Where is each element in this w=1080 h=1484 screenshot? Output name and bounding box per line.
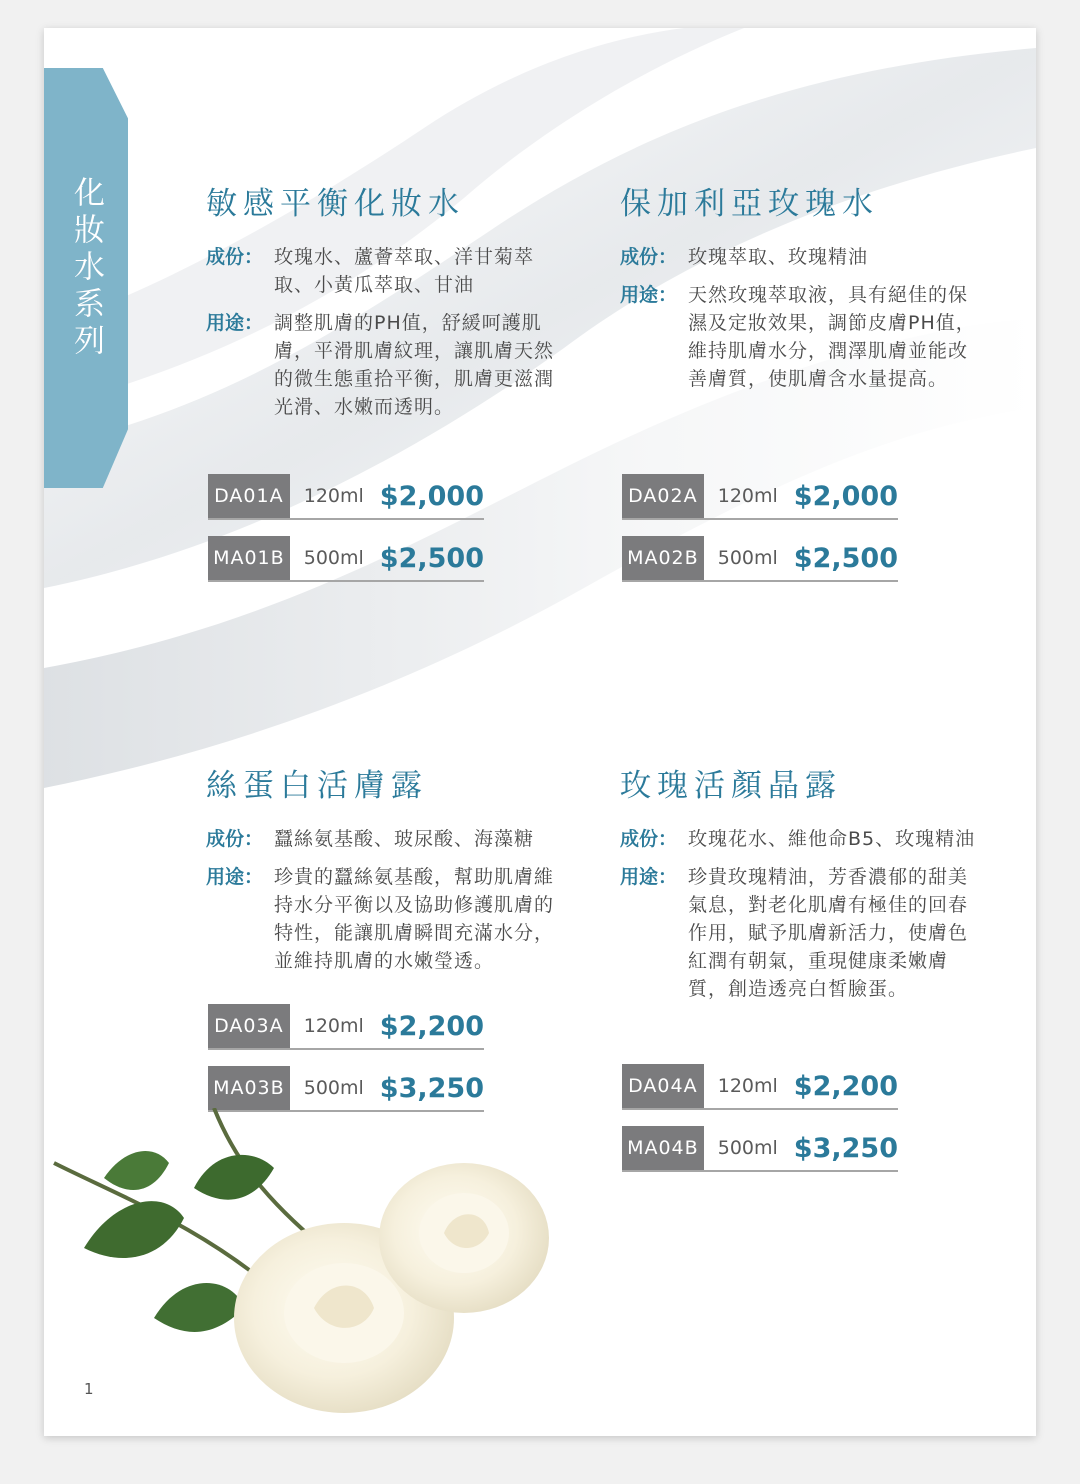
series-title: 化妝水系列 (68, 176, 104, 361)
usage-text: 珍貴的蠶絲氨基酸，幫助肌膚維持水分平衡以及協助修護肌膚的特性，能讓肌膚瞬間充滿水分，並維持肌膚的水嫩瑩透。 (274, 866, 555, 972)
ingredients-text: 蠶絲氨基酸、玻尿酸、海藻糖 (274, 828, 535, 850)
usage-label: 用途： (206, 866, 264, 888)
sku-price: $2,200 (379, 1010, 484, 1042)
usage-row (206, 863, 566, 975)
ingredients-row (206, 825, 566, 853)
page-number: 1 (84, 1380, 94, 1398)
sku-code: DA04A (622, 1064, 704, 1108)
sku-row (208, 1004, 484, 1050)
product-card-3 (206, 760, 566, 985)
sku-volume: 500ml (303, 1077, 364, 1099)
usage-row (620, 863, 980, 1003)
sku-row (622, 1126, 898, 1172)
sku-row (622, 536, 898, 582)
sku-price: $3,250 (379, 1072, 484, 1104)
usage-label: 用途： (206, 312, 264, 334)
ingredients-label: 成份： (206, 828, 264, 850)
sku-volume: 120ml (717, 1075, 778, 1097)
usage-text: 珍貴玫瑰精油，芳香濃郁的甜美氣息，對老化肌膚有極佳的回春作用，賦予肌膚新活力，使膚色紅潤有朝氣，重現健康柔嫩膚質，創造透亮白皙臉蛋。 (688, 866, 969, 1000)
product-name: 保加利亞玫瑰水 (620, 186, 879, 222)
catalog-page (44, 28, 1036, 1436)
ingredients-text: 玫瑰水、蘆薈萃取、洋甘菊萃取、小黃瓜萃取、甘油 (274, 246, 535, 296)
sku-code: DA03A (208, 1004, 290, 1048)
product-card-4 (620, 760, 980, 1013)
sku-price: $2,000 (793, 480, 898, 512)
product-name: 絲蛋白活膚露 (206, 768, 428, 804)
sku-code: MA02B (622, 536, 704, 580)
usage-row (206, 309, 566, 421)
white-roses-image (44, 1108, 564, 1436)
ingredients-row (206, 243, 566, 299)
sku-code: MA04B (622, 1126, 704, 1170)
sku-price: $2,500 (379, 542, 484, 574)
ingredients-row (620, 825, 980, 853)
ingredients-text: 玫瑰萃取、玫瑰精油 (688, 246, 869, 268)
ingredients-label: 成份： (620, 828, 678, 850)
sku-row (622, 1064, 898, 1110)
sku-price: $2,000 (379, 480, 484, 512)
usage-text: 調整肌膚的PH值，舒緩呵護肌膚，平滑肌膚紋理，讓肌膚天然的微生態重拾平衡，肌膚更滋潤光滑、水嫩而透明。 (274, 312, 555, 418)
usage-text: 天然玫瑰萃取液，具有絕佳的保濕及定妝效果，調節皮膚PH值，維持肌膚水分，潤澤肌膚並能改善膚質，使肌膚含水量提高。 (688, 284, 976, 390)
sku-volume: 120ml (717, 485, 778, 507)
product-card-1 (206, 178, 566, 431)
ingredients-label: 成份： (206, 246, 264, 268)
sku-price: $2,200 (793, 1070, 898, 1102)
ingredients-row (620, 243, 980, 271)
sku-row (622, 474, 898, 520)
product-card-2 (620, 178, 980, 403)
sku-volume: 500ml (303, 547, 364, 569)
usage-label: 用途： (620, 866, 678, 888)
sku-row (208, 474, 484, 520)
sku-row (208, 1066, 484, 1112)
product-name: 敏感平衡化妝水 (206, 186, 465, 222)
ingredients-text: 玫瑰花水、維他命B5、玫瑰精油 (688, 828, 976, 850)
sku-code: DA02A (622, 474, 704, 518)
sku-volume: 120ml (303, 1015, 364, 1037)
sku-price: $2,500 (793, 542, 898, 574)
sku-volume: 500ml (717, 1137, 778, 1159)
sku-volume: 500ml (717, 547, 778, 569)
usage-label: 用途： (620, 284, 678, 306)
usage-row (620, 281, 980, 393)
ingredients-label: 成份： (620, 246, 678, 268)
sku-code: MA01B (208, 536, 290, 580)
sku-volume: 120ml (303, 485, 364, 507)
sku-price: $3,250 (793, 1132, 898, 1164)
sku-code: MA03B (208, 1066, 290, 1110)
product-name: 玫瑰活顏晶露 (620, 768, 842, 804)
sku-row (208, 536, 484, 582)
sku-code: DA01A (208, 474, 290, 518)
